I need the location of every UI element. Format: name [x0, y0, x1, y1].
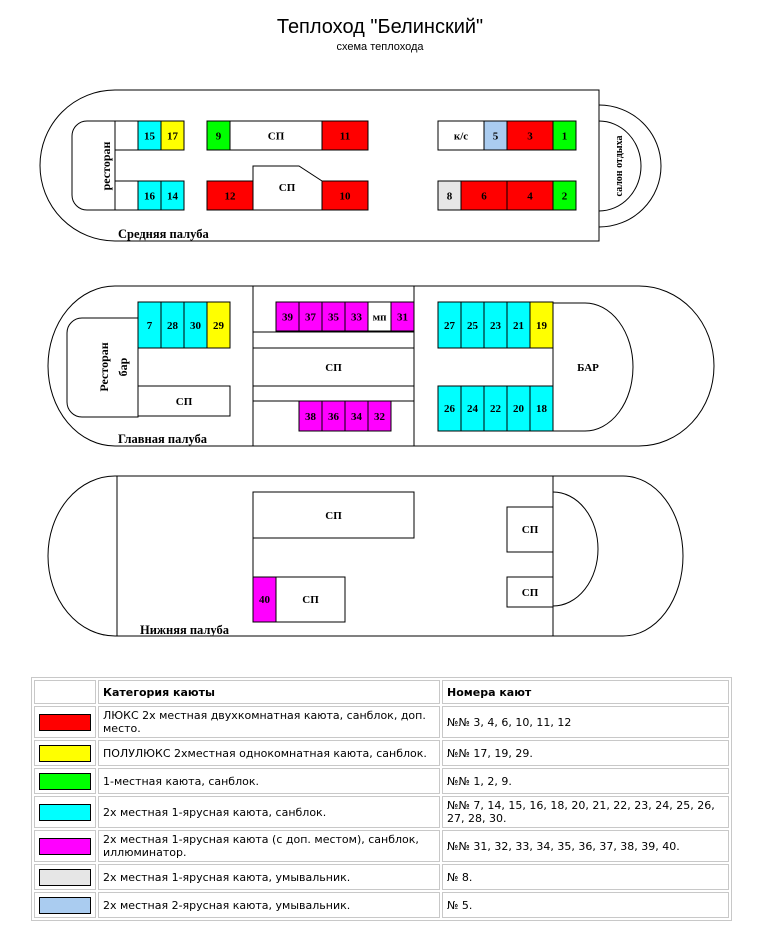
cabin-8-label: 8 [446, 190, 453, 203]
middle-restaurant-wall-top [115, 121, 138, 150]
cabin-4-label: 4 [527, 190, 533, 203]
legend-swatch-cell [34, 706, 96, 738]
lower-sp-top-label: СП [325, 510, 342, 522]
legend-row [34, 768, 729, 794]
cabin-34-label: 34 [351, 411, 362, 423]
legend-cabin-numbers: №№ 7, 14, 15, 16, 18, 20, 21, 22, 23, 24, 25, 26, 27, 28, 30. [442, 796, 729, 828]
legend-header-swatch [34, 680, 96, 704]
cabin-28-label: 28 [167, 320, 178, 332]
legend-row [34, 892, 729, 918]
lower-sp-bottom-label: СП [302, 594, 319, 606]
cabin-32-label: 32 [374, 411, 385, 423]
legend-category: ЛЮКС 2х местная двухкомнатная каюта, санблок, доп. место. [98, 706, 440, 738]
middle-sp-1-label: СП [267, 130, 285, 143]
legend-color-swatch [39, 745, 91, 762]
legend-row [34, 830, 729, 862]
cabin-legend-table [31, 677, 732, 921]
middle-sp-2-label: СП [278, 182, 296, 194]
cabin-31-label: 31 [397, 311, 408, 324]
legend-swatch-cell [34, 892, 96, 918]
cabin-33-label: 33 [351, 311, 362, 324]
middle-salon-label: салон отдыха [614, 135, 625, 197]
legend-row [34, 864, 729, 890]
middle-deck-label: Средняя палуба [118, 227, 209, 241]
cabin-10-label: 10 [339, 190, 351, 203]
lower-sp-bow-top-label: СП [521, 524, 539, 536]
legend-swatch-cell [34, 740, 96, 766]
cabin-23-label: 23 [490, 320, 501, 332]
cabin-6-label: 6 [481, 190, 487, 203]
legend-category: 2х местная 2-ярусная каюта, умывальник. [98, 892, 440, 918]
legend-category: 2х местная 1-ярусная каюта, санблок. [98, 796, 440, 828]
cabin-37-label: 37 [305, 311, 316, 324]
legend-swatch-cell [34, 796, 96, 828]
page-subtitle: схема теплохода [336, 41, 424, 53]
cabin-39-label: 39 [282, 311, 293, 324]
legend-color-swatch [39, 773, 91, 790]
legend-header-row [34, 680, 729, 704]
cabin-40-label: 40 [259, 594, 270, 606]
cabin-9-label: 9 [215, 130, 222, 143]
main-sp-left-label: СП [175, 396, 193, 408]
middle-deck-salon-arc [599, 105, 661, 227]
cabin-24-label: 24 [467, 403, 478, 415]
cabin-38-label: 38 [305, 411, 316, 423]
legend-swatch-cell [34, 864, 96, 890]
legend-cabin-numbers: №№ 17, 19, 29. [442, 740, 729, 766]
legend-cabin-numbers: №№ 31, 32, 33, 34, 35, 36, 37, 38, 39, 40. [442, 830, 729, 862]
cabin-21-label: 21 [513, 320, 524, 332]
main-sp-center-label: СП [325, 362, 342, 374]
legend-swatch-cell [34, 830, 96, 862]
legend-cabin-numbers: №№ 3, 4, 6, 10, 11, 12 [442, 706, 729, 738]
cabin-5-label: 5 [492, 130, 499, 143]
main-restaurant-label: Ресторан [97, 342, 111, 392]
cabin-18-label: 18 [536, 403, 547, 415]
main-bar-label: БАР [577, 362, 599, 374]
legend-category: 2х местная 1-ярусная каюта (с доп. местом), санблок, иллюминатор. [98, 830, 440, 862]
main-bar-small-label: бар [116, 357, 130, 377]
page-title: Теплоход "Белинский" [276, 16, 484, 38]
main-deck-label: Главная палуба [118, 432, 208, 446]
cabin-2-label: 2 [561, 190, 568, 203]
legend-body [34, 706, 729, 918]
cabin-19-label: 19 [536, 320, 547, 332]
legend-header-category: Категория каюты [98, 680, 440, 704]
legend-color-swatch [39, 714, 91, 731]
legend-color-swatch [39, 897, 91, 914]
legend-category: 1-местная каюта, санблок. [98, 768, 440, 794]
legend-cabin-numbers: № 5. [442, 892, 729, 918]
cabin-35-label: 35 [328, 311, 339, 324]
cabin-27-label: 27 [444, 320, 455, 332]
legend-header-numbers: Номера кают [442, 680, 729, 704]
cabin-11-label: 11 [339, 130, 351, 143]
legend-color-swatch [39, 869, 91, 886]
legend-category: ПОЛУЛЮКС 2хместная однокомнатная каюта, санблок. [98, 740, 440, 766]
cabin-15-label: 15 [144, 130, 155, 143]
lower-sp-bow-bottom-label: СП [521, 587, 539, 599]
middle-restaurant-wall-bottom [115, 181, 138, 210]
main-mp-label: мп [372, 311, 387, 324]
cabin-1-label: 1 [561, 130, 568, 143]
legend-row [34, 796, 729, 828]
legend-color-swatch [39, 838, 91, 855]
cabin-17-label: 17 [167, 130, 178, 143]
legend-category: 2х местная 1-ярусная каюта, умывальник. [98, 864, 440, 890]
lower-deck-label: Нижняя палуба [140, 623, 230, 637]
cabin-7-label: 7 [146, 320, 153, 332]
legend-row [34, 740, 729, 766]
cabin-22-label: 22 [490, 403, 501, 415]
cabin-14-label: 14 [167, 190, 178, 203]
legend-row [34, 706, 729, 738]
cabin-3-label: 3 [527, 130, 533, 143]
legend-swatch-cell [34, 768, 96, 794]
middle-ks-label: к/с [453, 130, 469, 143]
cabin-29-label: 29 [213, 320, 224, 332]
cabin-25-label: 25 [467, 320, 478, 332]
cabin-36-label: 36 [328, 411, 339, 423]
legend-cabin-numbers: № 8. [442, 864, 729, 890]
cabin-30-label: 30 [190, 320, 201, 332]
middle-restaurant-label: ресторан [99, 141, 113, 191]
legend-cabin-numbers: №№ 1, 2, 9. [442, 768, 729, 794]
cabin-16-label: 16 [144, 190, 155, 203]
legend-color-swatch [39, 804, 91, 821]
cabin-12-label: 12 [224, 190, 236, 203]
middle-deck-hull [40, 90, 599, 241]
cabin-20-label: 20 [513, 403, 524, 415]
cabin-26-label: 26 [444, 403, 455, 415]
